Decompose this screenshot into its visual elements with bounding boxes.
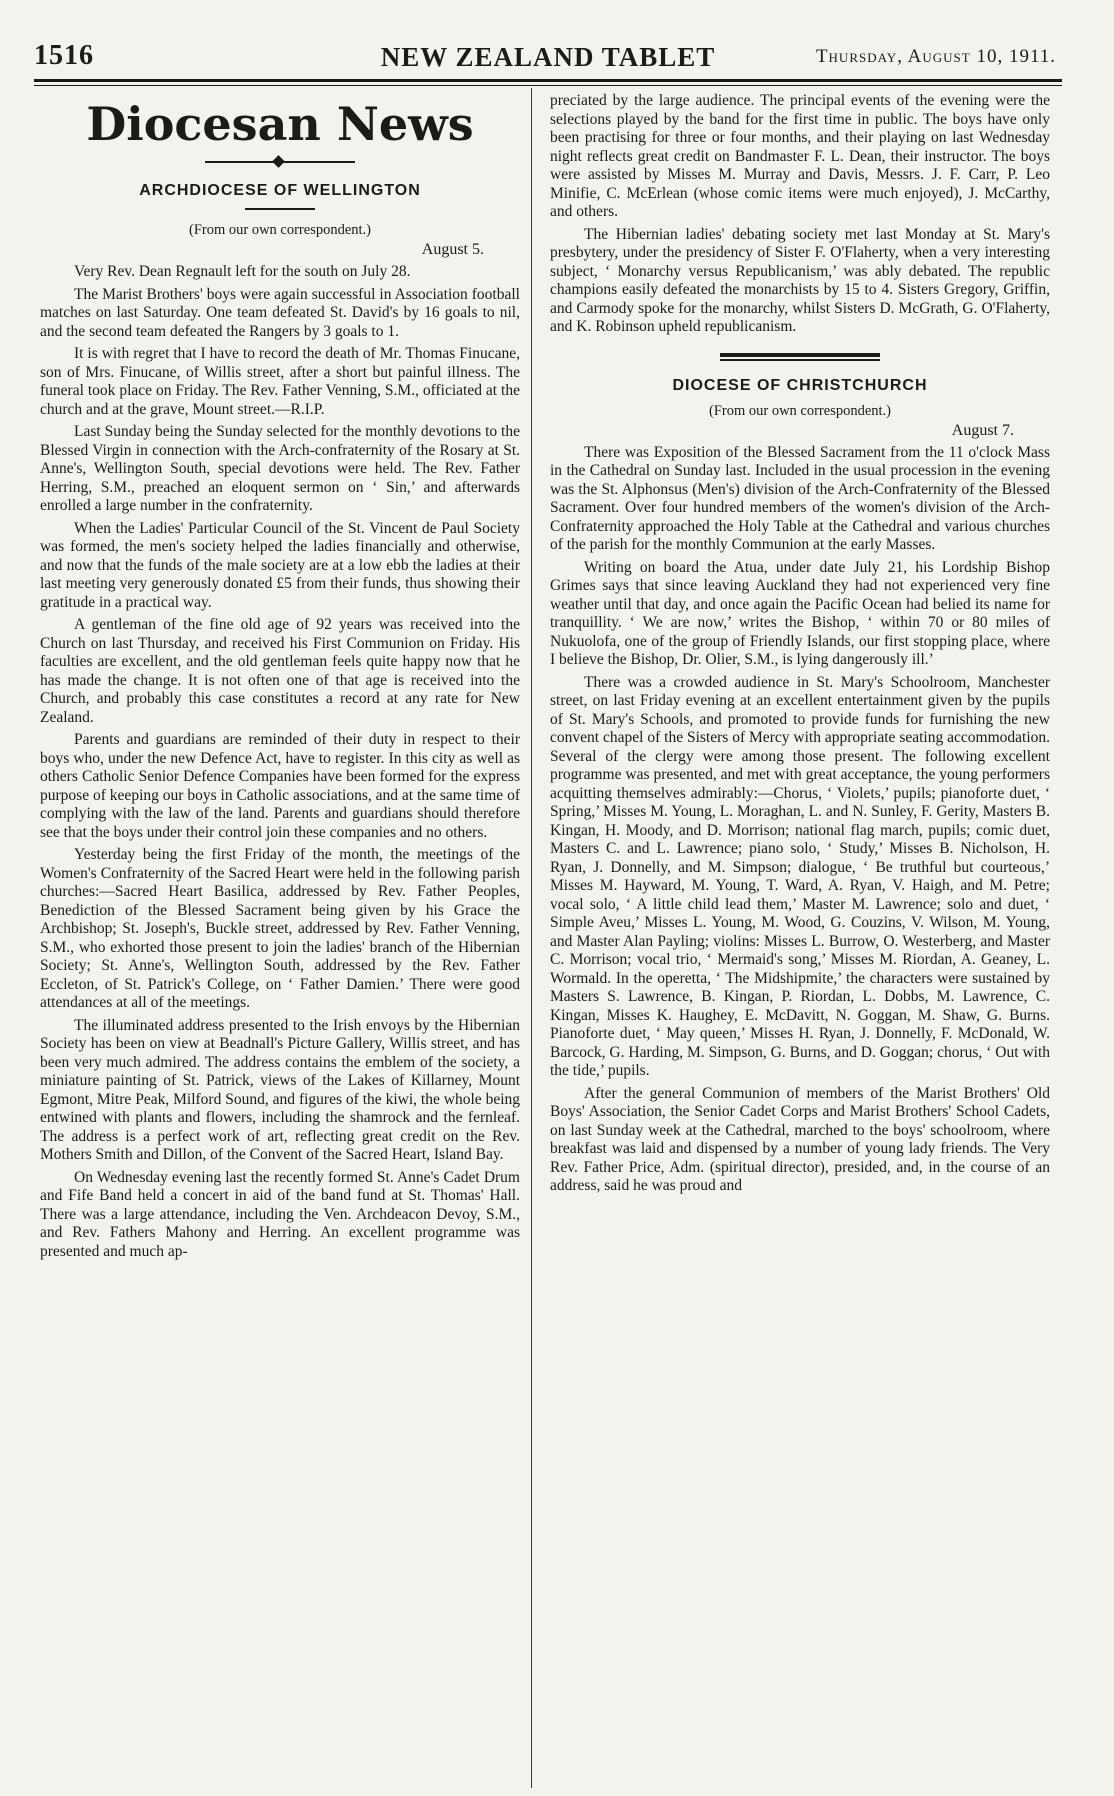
page-header <box>34 40 1062 74</box>
column-divider <box>531 88 532 1788</box>
article-paragraph: The Hibernian ladies' debating society met last Monday at St. Mary's presbytery, under the presidency of Sister F. O'Flaherty, when a very interesting subject, ‘ Monarchy versus Republicanism,’ was ably debated. The republic champions easily defeated the monarchists by 15 to 4. Sisters Gregory, Griffin, and Carmody spoke for the monarchy, whilst Sisters D. McGrath, G. O'Flaherty, and K. Robinson upheld republicanism. <box>550 225 1050 335</box>
article-paragraph: Yesterday being the first Friday of the month, the meetings of the Women's Confraternity of the Sacred Heart were held in the following parish churches:—Sacred Heart Basilica, addressed by Rev. Father Peoples, Benediction of the Blessed Sacrament being given by his Grace the Archbishop; St. Joseph's, Buckle street, addressed by Rev. Father Venning, S.M., who exhorted those present to join the ladies' branch of the Hibernian Society; St. Anne's, Wellington South, addressed by the Rev. Father Eccleton, of St. Patrick's College, on ‘ Father Damien.’ There were good attendances at all of the meetings. <box>40 846 520 1011</box>
header-rule-thin <box>34 85 1062 86</box>
section-title: Diocesan News <box>86 97 474 151</box>
header-rule-thick <box>34 79 1062 82</box>
article-paragraph: The Marist Brothers' boys were again successful in Association football matches on last Saturday. One team defeated St. David's by 16 goals to nil, and the second team defeated the Rangers by 3 goals to 1. <box>40 285 520 340</box>
masthead: NEW ZEALAND TABLET <box>380 42 716 72</box>
christchurch-heading: DIOCESE OF CHRISTCHURCH <box>672 376 928 394</box>
article-paragraph: Last Sunday being the Sunday selected for the monthly devotions to the Blessed Virgin in connection with the Arch-confraternity of the Rosary at St. Anne's, Wellington South, special devotions were held. The Rev. Father Herring, S.M., preached an eloquent sermon on ‘ Sin,’ and afterwards enrolled a large number in the confraternity. <box>40 423 520 514</box>
ornament-divider <box>205 156 355 168</box>
issue-date: Thursday, August 10, 1911. <box>815 46 1056 67</box>
diamond-ornament-icon <box>272 155 285 168</box>
article-paragraph: There was Exposition of the Blessed Sacrament from the 11 o'clock Mass in the Cathedral on Sunday last. Included in the usual procession in the evening was the St. Alphonsus (Men's) division of the Arch-Confraternity of the Blessed Sacrament. Over four hundred members of the women's division of the Arch-Confraternity approached the Holy Table at the Cathedral and various churches of the parish for the monthly Communion at the early Masses. <box>550 443 1050 553</box>
article-paragraph: Very Rev. Dean Regnault left for the south on July 28. <box>74 263 411 280</box>
wellington-date: August 5. <box>421 241 484 258</box>
page-number: 1516 <box>34 40 94 71</box>
article-paragraph-continued: preciated by the large audience. The principal events of the evening were the selections played by the band for the first time in public. The boys have only been practising for three or four months, and their playing on last Wednesday night reflects great credit on Bandmaster F. L. Dean, their instructor. The boys were assisted by Misses M. Murray and Davis, Messrs. J. F. Carr, P. Leo Minifie, C. McErlean (whose comic items were much enjoyed), J. McCarthy, and others. <box>550 92 1050 220</box>
left-column <box>40 92 520 1265</box>
christchurch-correspondent: (From our own correspondent.) <box>708 402 891 419</box>
wellington-heading: ARCHDIOCESE OF WELLINGTON <box>139 182 421 199</box>
section-divider <box>720 353 880 361</box>
article-paragraph: Writing on board the Atua, under date July 21, his Lordship Bishop Grimes says that since leaving Auckland they had not experienced very fine weather until that day, and once again the Pacific Ocean had belied its name for tranquillity. ‘ We are now,’ writes the Bishop, ‘ within 70 or 80 miles of Nukuolofa, one of the group of Friendly Islands, our first stopping place, where I believe the Bishop, Dr. Olier, S.M., is lying dangerously ill.’ <box>550 558 1050 668</box>
christchurch-date: August 7. <box>951 421 1014 439</box>
article-paragraph: After the general Communion of members of the Marist Brothers' Old Boys' Association, the Senior Cadet Corps and Marist Brothers' School Cadets, on last Sunday week at the Cathedral, marched to the boys' schoolroom, where breakfast was laid and dispensed by a number of young lady friends. The Very Rev. Father Price, Adm. (spiritual director), presided, and, in the course of an address, said he was proud and <box>550 1084 1050 1194</box>
article-paragraph: On Wednesday evening last the recently formed St. Anne's Cadet Drum and Fife Band held a concert in aid of the band fund at St. Thomas' Hall. There was a large attendance, including the Ven. Archdeacon Devoy, S.M., and Rev. Fathers Mahony and Herring. An excellent programme was presented and much ap- <box>40 1168 520 1260</box>
article-paragraph: It is with regret that I have to record the death of Mr. Thomas Finucane, son of Mrs. Finucane, of Willis street, after a short but painful illness. The funeral took place on Friday. The Rev. Father Venning, S.M., officiated at the church and at the grave, Mount street.—R.I.P. <box>40 345 520 418</box>
article-paragraph: The illuminated address presented to the Irish envoys by the Hibernian Society has been on view at Beadnall's Picture Gallery, Willis street, and has been very much admired. The address contains the emblem of the society, a miniature painting of St. Patrick, views of the Lakes of Killarney, Mount Egmont, Mitre Peak, Milford Sound, and figures of the kiwi, the whole being entwined with plants and flowers, including the shamrock and the fernleaf. The address is a perfect work of art, reflecting great credit on the Rev. Mothers Smith and Dillon, of the Convent of the Sacred Heart, Island Bay. <box>40 1016 520 1163</box>
heading-rule <box>245 208 315 210</box>
wellington-correspondent: (From our own correspondent.) <box>188 222 371 238</box>
article-paragraph: A gentleman of the fine old age of 92 years was received into the Church on last Thursday, and received his First Communion on Friday. His faculties are excellent, and the old gentleman feels quite happy now that he has made the change. It is not often one of that age is received into the Church, and probably this case constitutes a record at any rate for New Zealand. <box>40 616 520 726</box>
article-paragraph: When the Ladies' Particular Council of the St. Vincent de Paul Society was formed, the men's society helped the ladies financially and otherwise, and now that the funds of the male society are at a low ebb the ladies at their last meeting very generously donated £5 from their funds, thus showing their gratitude in a practical way. <box>40 519 520 611</box>
article-paragraph: There was a crowded audience in St. Mary's Schoolroom, Manchester street, on last Friday evening at an excellent entertainment given by the pupils of St. Mary's Schools, and promoted to provide funds for furnishing the new convent chapel of the Sisters of Mercy with appropriate seating accommodation. Several of the clergy were among those present. The following excellent programme was presented, and met with great acceptance, the young performers acquitting themselves admirably:—Chorus, ‘ Violets,’ pupils; pianoforte duet, ‘ Spring,’ Misses M. Young, L. Moraghan, L. and N. Sunley, F. Gerity, Masters B. Kingan, H. Moody, and D. Morrison; national flag march, pupils; comic duet, Masters C. and L. Lawrence; piano solo, ‘ Study,’ Misses B. Nicholson, H. Ryan, J. Donnelly, and M. Simpson; dialogue, ‘ Be truthful but courteous,’ Misses M. Hayward, M. Young, T. Ward, A. Ryan, V. Haigh, and M. Petre; vocal solo, ‘ A little child lead them,’ Master M. Lawrence; solo and duet, ‘ Simple Aveu,’ Misses L. Young, M. Wood, G. Couzins, V. Wilson, M. Young, and Master Alan Payling; violins: Misses L. Burrow, O. Westerberg, and Master C. Morrison; vocal trio, ‘ Mermaid's song,’ Misses M. Riordan, A. Geaney, L. Wormald. In the operetta, ‘ The Midshipmite,’ the characters were sustained by Masters S. Lawrence, B. Kingan, P. Riordan, L. Dobbs, M. Lawrence, C. Kingan, Misses K. Haughey, E. McDavitt, N. Goggan, M. Shaw, G. Burns. Pianoforte duet, ‘ May queen,’ Misses H. Ryan, J. Donnelly, F. McDonald, W. Barcock, G. Harding, M. Simpson, G. Burns, and D. Goggan; chorus, ‘ Out with the tide,’ pupils. <box>550 673 1050 1079</box>
right-column <box>550 92 1050 1200</box>
article-paragraph: Parents and guardians are reminded of their duty in respect to their boys who, under the new Defence Act, have to register. In this city as well as others Catholic Senior Defence Companies have been formed for the express purpose of keeping our boys in Catholic associations, and at the same time of complying with the law of the land. Parents and guardians should therefore see that the boys under their control join these companies and no others. <box>40 731 520 841</box>
